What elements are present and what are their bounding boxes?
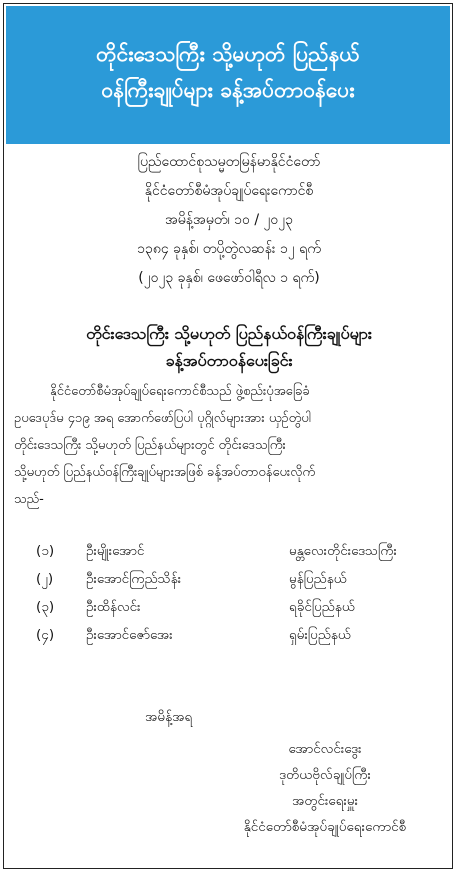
appointment-row [36,565,436,593]
appointment-number: (၃) [36,599,55,615]
appointee-name: ဦးအောင်ကြည်သိန်း [86,571,182,587]
appointment-row [36,593,436,621]
appointment-row [36,537,436,565]
signature-block [200,736,450,840]
signatory-name: အောင်လင်းဒွေး [288,741,362,757]
subject-line-1: တိုင်းဒေသကြီး သို့မဟုတ် ပြည်နယ်ဝန်ကြီးချုပ်များ [86,324,372,343]
body-line-2: ဥပဒေပုဒ်မ ၄၁၉ အရ အောက်ဖော်ပြပါ ပုဂ္ဂိုလ်များအား ယှဉ်တွဲပါ [14,411,311,426]
headline-banner [6,6,450,144]
by-order-label: အမိန့်အရ [145,709,193,725]
subject-line-2: ခန့်အပ်တာဝန်ပေးခြင်း [165,351,293,370]
appointee-name: ဦးထိန်လင်း [86,599,141,615]
appointed-post: မန္တလေးတိုင်းဒေသကြီး [289,543,397,559]
appointment-number: (၁) [36,543,55,559]
myanmar-date: ၁၃၈၄ ခုနှစ်၊ တပို့တွဲလဆန်း ၁၂ ရက် [137,241,321,257]
headline-line-2: ဝန်ကြီးချုပ်များ ခန့်အပ်တာဝန်ပေး [101,78,355,102]
appointed-post: မွန်ပြည်နယ် [289,571,347,587]
appointment-number: (၄) [36,627,55,643]
appointment-row [36,621,436,649]
body-line-5: သည်- [14,492,44,507]
issuer-block [0,148,458,293]
appointed-post: ရခိုင်ပြည်နယ် [289,599,355,615]
body-line-3: တိုင်းဒေသကြီး သို့မဟုတ် ပြည်နယ်များတွင် တိုင်းဒေသကြီး [14,438,286,453]
appointment-list [36,537,436,649]
gregorian-date: (၂၀၂၃ ခုနှစ်၊ ဖေဖော်ဝါရီလ ၁ ရက်) [138,270,320,286]
appointee-name: ဦးမျိုးအောင် [86,543,145,559]
signatory-title: အတွင်းရေးမှူး [291,793,359,809]
order-body [14,378,446,513]
headline-line-1: တိုင်းဒေသကြီး သို့မဟုတ် ပြည်နယ် [96,42,360,66]
order-number: အမိန့်အမှတ်၊ ၁၀ / ၂၀၂၃ [164,212,294,228]
issuer-country: ပြည်ထောင်စုသမ္မတမြန်မာနိုင်ငံတော် [137,154,321,170]
order-subject [0,320,458,374]
signatory-organization: နိုင်ငံတော်စီမံအုပ်ချုပ်ရေးကောင်စီ [243,819,407,835]
issuer-council: နိုင်ငံတော်စီမံအုပ်ချုပ်ရေးကောင်စီ [144,183,314,199]
appointee-name: ဦးအောင်ဇော်အေး [86,627,173,643]
signatory-rank: ဒုတိယဗိုလ်ချုပ်ကြီး [279,767,371,783]
appointed-post: ရှမ်းပြည်နယ် [289,627,352,643]
body-line-1: နိုင်ငံတော်စီမံအုပ်ချုပ်ရေးကောင်စီသည် ဖွဲ့စည်းပုံအခြေခံ [50,384,310,399]
body-line-4: သို့မဟုတ် ပြည်နယ်ဝန်ကြီးချုပ်များအဖြစ် ခန့်အပ်တာဝန်ပေးလိုက် [14,465,316,480]
appointment-number: (၂) [36,571,54,587]
